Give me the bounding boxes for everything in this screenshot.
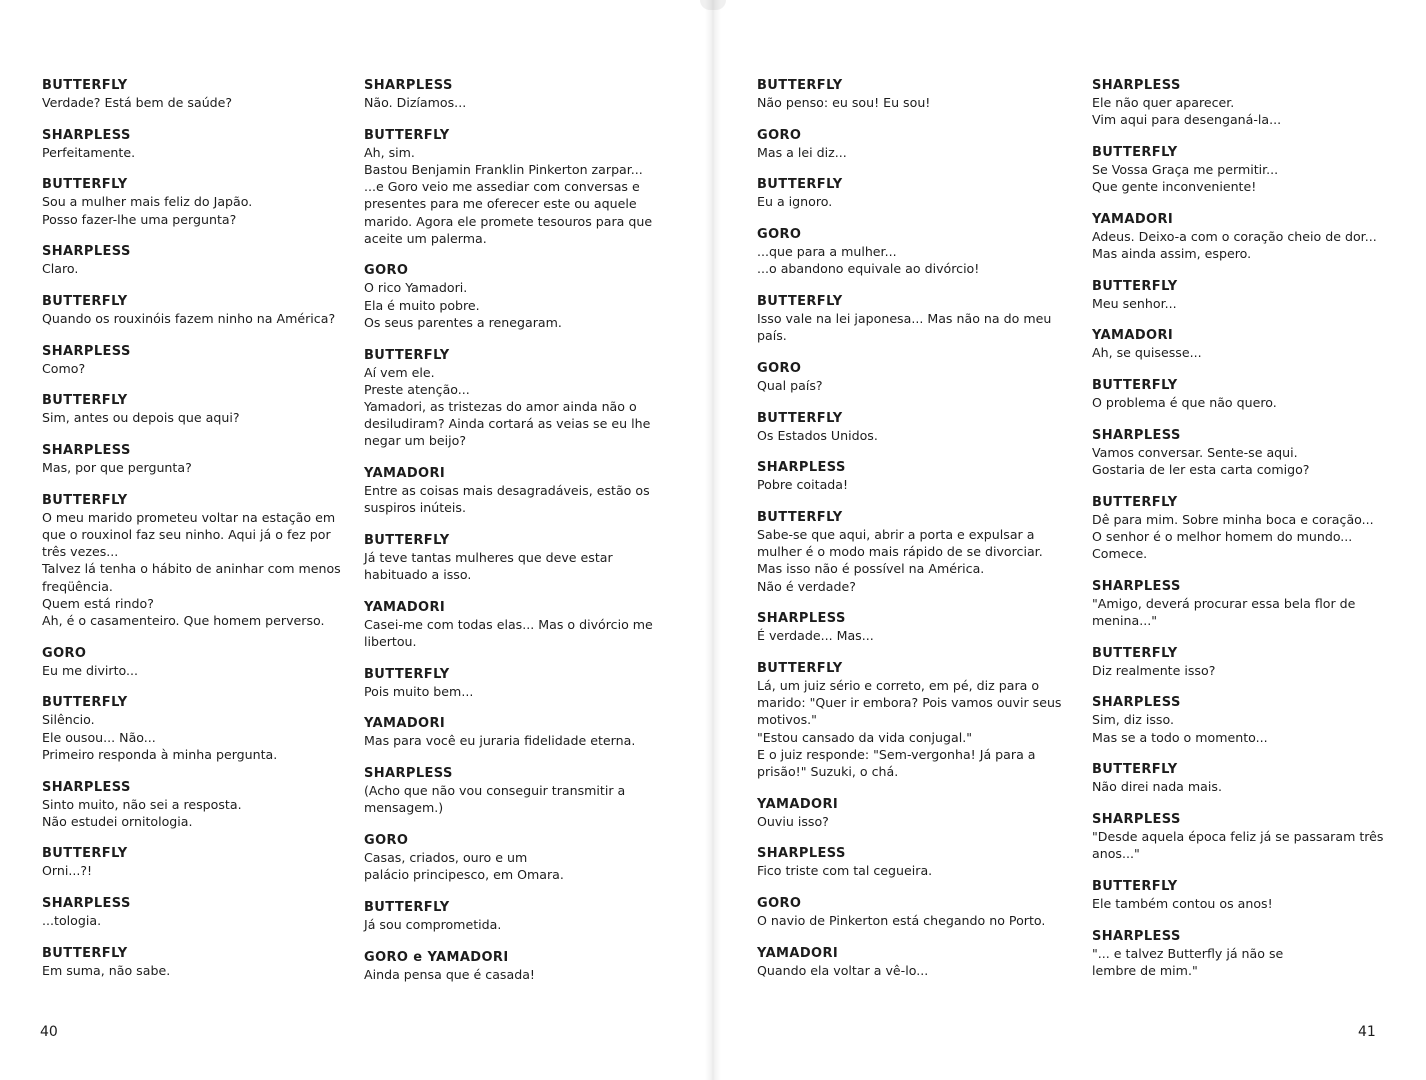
dialogue-line: ...que para a mulher... [757, 244, 897, 260]
dialogue-block [364, 666, 664, 700]
dialogue-line: Talvez lá tenha o hábito de aninhar com menos [42, 561, 341, 577]
dialogue-line: ...e Goro veio me assediar com conversas e [364, 179, 640, 195]
speaker-name: BUTTERFLY [42, 177, 128, 193]
dialogue-line: marido: "Quer ir embora? Pois vamos ouvir seus [757, 695, 1062, 711]
dialogue-line: marido. Agora ele promete tesouros para que [364, 213, 653, 229]
dialogue-line: O meu marido prometeu voltar na estação em [42, 509, 336, 525]
dialogue-line: Ele não quer aparecer. [1092, 95, 1235, 110]
dialogue-block [757, 660, 1062, 780]
dialogue-line: Não. Dizíamos... [364, 95, 467, 110]
speaker-name: SHARPLESS [42, 896, 131, 912]
dialogue-block [1092, 77, 1372, 128]
speaker-name: YAMADORI [757, 796, 839, 812]
dialogue-line: O rico Yamadori. [364, 280, 468, 296]
speaker-name: BUTTERFLY [42, 695, 128, 711]
dialogue-block [42, 779, 342, 830]
dialogue-block [1092, 878, 1372, 912]
dialogue-line: Ele também contou os anos! [1092, 895, 1273, 911]
speaker-name: SHARPLESS [757, 846, 846, 862]
dialogue-block [364, 347, 664, 450]
speaker-name: YAMADORI [757, 945, 839, 961]
speaker-name: GORO [757, 360, 802, 376]
speaker-name: SHARPLESS [1092, 578, 1181, 594]
dialogue-line: negar um beijo? [364, 433, 467, 449]
dialogue-block [42, 77, 342, 111]
speaker-name: BUTTERFLY [364, 532, 450, 548]
speaker-name: SHARPLESS [1092, 812, 1181, 828]
dialogue-line: Lá, um juiz sério e correto, em pé, diz para o [757, 678, 1040, 694]
dialogue-line: "Desde aquela época feliz já se passaram três [1092, 829, 1384, 845]
speaker-name: BUTTERFLY [1092, 494, 1178, 510]
dialogue-line: Não é verdade? [757, 578, 856, 594]
dialogue-line: Que gente inconveniente! [1092, 179, 1257, 195]
dialogue-block [42, 127, 342, 161]
dialogue-line: O navio de Pinkerton está chegando no Porto. [757, 913, 1046, 929]
dialogue-line: "Amigo, deverá procurar essa bela flor de [1092, 595, 1356, 611]
dialogue-line: Mas, por que pergunta? [42, 460, 192, 476]
dialogue-line: Vim aqui para desenganá-la... [1092, 112, 1282, 128]
dialogue-block [1092, 327, 1372, 361]
speaker-name: SHARPLESS [42, 443, 131, 459]
dialogue-block [42, 945, 342, 979]
speaker-name: BUTTERFLY [42, 846, 128, 862]
dialogue-line: "Estou cansado da vida conjugal." [757, 729, 973, 745]
dialogue-block [364, 599, 664, 650]
speaker-name: GORO [364, 263, 409, 279]
speaker-name: BUTTERFLY [1092, 762, 1178, 778]
dialogue-block [1092, 811, 1384, 862]
dialogue-line: motivos." [757, 712, 817, 728]
dialogue-line: Verdade? Está bem de saúde? [42, 95, 233, 110]
dialogue-line: Não penso: eu sou! Eu sou! [757, 95, 931, 110]
dialogue-block [1092, 578, 1372, 629]
dialogue-block [42, 176, 342, 227]
dialogue-line: "... e talvez Butterfly já não se [1092, 945, 1284, 961]
dialogue-block [1092, 645, 1372, 679]
speaker-name: BUTTERFLY [757, 294, 843, 310]
dialogue-block [364, 765, 664, 816]
speaker-name: SHARPLESS [364, 78, 453, 93]
speaker-name: YAMADORI [364, 716, 446, 732]
speaker-name: GORO [757, 127, 802, 143]
dialogue-block [364, 715, 664, 749]
dialogue-line: Mas para você eu juraria fidelidade eterna. [364, 733, 636, 749]
page-number-right: 41 [1358, 1024, 1376, 1040]
speaker-name: BUTTERFLY [1092, 878, 1178, 894]
page-40-column-2 [364, 77, 664, 998]
dialogue-block [1092, 694, 1372, 745]
speaker-name: YAMADORI [1092, 211, 1174, 227]
speaker-name: SHARPLESS [42, 343, 131, 359]
dialogue-line: presentes para me oferecer este ou aquele [364, 196, 637, 212]
dialogue-line: mensagem.) [364, 800, 444, 816]
speaker-name: SHARPLESS [1092, 427, 1181, 443]
dialogue-block [1092, 928, 1372, 979]
dialogue-block [364, 832, 664, 883]
dialogue-line: Sinto muito, não sei a resposta. [42, 796, 242, 812]
speaker-name: SHARPLESS [364, 766, 453, 782]
dialogue-line: Isso vale na lei japonesa... Mas não na do meu [757, 311, 1052, 327]
dialogue-block [364, 465, 664, 516]
dialogue-line: desiludiram? Ainda cortará as veias se eu lhe [364, 416, 651, 432]
dialogue-line: Bastou Benjamin Franklin Pinkerton zarpar... [364, 161, 643, 177]
dialogue-block [757, 127, 1057, 161]
dialogue-block [42, 293, 342, 327]
speaker-name: BUTTERFLY [1092, 278, 1178, 294]
dialogue-line: que o rouxinol faz seu ninho. Aqui já o fez por [42, 527, 331, 543]
speaker-name: SHARPLESS [757, 460, 846, 476]
dialogue-line: Ah, se quisesse... [1092, 345, 1202, 361]
dialogue-block [757, 845, 1057, 879]
dialogue-block [757, 945, 1057, 979]
dialogue-line: Quando os rouxinóis fazem ninho na América? [42, 311, 336, 327]
speaker-name: BUTTERFLY [757, 177, 843, 193]
speaker-name: SHARPLESS [1092, 928, 1181, 944]
dialogue-line: Ela é muito pobre. [364, 297, 480, 313]
dialogue-block [42, 343, 342, 377]
dialogue-line: suspiros inúteis. [364, 500, 466, 516]
dialogue-line: Os Estados Unidos. [757, 427, 878, 443]
dialogue-block [1092, 278, 1372, 312]
dialogue-line: Sou a mulher mais feliz do Japão. [42, 194, 253, 210]
dialogue-line: aceite um palerma. [364, 230, 487, 246]
speaker-name: BUTTERFLY [42, 78, 128, 93]
page-number-left: 40 [40, 1024, 58, 1040]
dialogue-line: Meu senhor... [1092, 295, 1177, 311]
speaker-name: SHARPLESS [42, 244, 131, 260]
dialogue-line: Mas a lei diz... [757, 144, 847, 160]
speaker-name: BUTTERFLY [364, 127, 450, 143]
speaker-name: BUTTERFLY [757, 410, 843, 426]
dialogue-line: É verdade... Mas... [757, 628, 874, 644]
speaker-name: GORO [364, 833, 409, 849]
dialogue-line: Os seus parentes a renegaram. [364, 314, 562, 330]
speaker-name: BUTTERFLY [757, 78, 843, 93]
speaker-name: BUTTERFLY [42, 393, 128, 409]
speaker-name: YAMADORI [364, 599, 446, 615]
speaker-name: BUTTERFLY [364, 666, 450, 682]
dialogue-block [42, 492, 342, 629]
dialogue-line: Qual país? [757, 377, 823, 393]
dialogue-line: palácio principesco, em Omara. [364, 867, 564, 883]
dialogue-line: menina..." [1092, 613, 1157, 629]
speaker-name: BUTTERFLY [1092, 645, 1178, 661]
dialogue-line: Quem está rindo? [42, 595, 154, 611]
speaker-name: BUTTERFLY [42, 294, 128, 310]
dialogue-block [757, 77, 1057, 111]
dialogue-line: Posso fazer-lhe uma pergunta? [42, 211, 237, 227]
dialogue-line: E o juiz responde: "Sem-vergonha! Já para a [757, 746, 1036, 762]
dialogue-line: Aí vem ele. [364, 364, 435, 380]
dialogue-block [1092, 761, 1372, 795]
binding-mark [700, 0, 726, 10]
book-gutter [705, 0, 721, 1080]
dialogue-line: Fico triste com tal cegueira. [757, 863, 933, 879]
dialogue-line: Entre as coisas mais desagradáveis, estão os [364, 483, 650, 499]
dialogue-line: habituado a isso. [364, 567, 472, 583]
dialogue-line: ...tologia. [42, 913, 102, 929]
dialogue-line: prisão!" Suzuki, o chá. [757, 764, 899, 780]
dialogue-line: Gostaria de ler esta carta comigo? [1092, 462, 1310, 478]
dialogue-line: mulher é o modo mais rápido de se divorciar. [757, 544, 1043, 560]
dialogue-block [757, 226, 1057, 277]
dialogue-block [1092, 144, 1372, 195]
dialogue-line: Pois muito bem... [364, 683, 474, 699]
page-41-column-1 [757, 77, 1062, 995]
dialogue-block [1092, 211, 1377, 262]
speaker-name: GORO [757, 227, 802, 243]
dialogue-block [757, 176, 1057, 210]
dialogue-line: Ah, é o casamenteiro. Que homem perverso. [42, 613, 325, 629]
dialogue-line: país. [757, 328, 787, 344]
dialogue-line: Pobre coitada! [757, 477, 849, 493]
dialogue-line: Ah, sim. [364, 144, 415, 160]
dialogue-line: Silêncio. [42, 712, 95, 728]
dialogue-line: Casei-me com todas elas... Mas o divórcio me [364, 616, 653, 632]
speaker-name: SHARPLESS [757, 611, 846, 627]
dialogue-block [364, 949, 664, 983]
dialogue-line: Ele ousou... Não... [42, 729, 156, 745]
dialogue-line: Claro. [42, 261, 79, 277]
dialogue-line: três vezes... [42, 544, 119, 560]
dialogue-line: Não estudei ornitologia. [42, 813, 193, 829]
speaker-name: BUTTERFLY [1092, 144, 1178, 160]
dialogue-line: Eu me divirto... [42, 662, 139, 678]
dialogue-block [757, 293, 1057, 344]
dialogue-line: Ainda pensa que é casada! [364, 966, 535, 982]
dialogue-block [42, 845, 342, 879]
dialogue-block [42, 694, 342, 763]
dialogue-line: Eu a ignoro. [757, 194, 833, 210]
dialogue-line: Já sou comprometida. [364, 916, 502, 932]
dialogue-line: Orni...?! [42, 863, 93, 879]
dialogue-block [757, 509, 1057, 595]
dialogue-line: freqüência. [42, 578, 113, 594]
speaker-name: BUTTERFLY [757, 661, 843, 677]
dialogue-line: Mas isso não é possível na América. [757, 561, 985, 577]
page-40-column-1 [42, 77, 342, 995]
speaker-name: BUTTERFLY [364, 347, 450, 363]
dialogue-line: O problema é que não quero. [1092, 395, 1277, 411]
dialogue-block [757, 410, 1057, 444]
dialogue-line: O senhor é o melhor homem do mundo... [1092, 528, 1353, 544]
dialogue-line: Como? [42, 360, 86, 376]
dialogue-line: Quando ela voltar a vê-lo... [757, 962, 929, 978]
speaker-name: BUTTERFLY [1092, 378, 1178, 394]
speaker-name: SHARPLESS [1092, 78, 1181, 93]
dialogue-block [364, 77, 664, 111]
dialogue-line: Mas ainda assim, espero. [1092, 246, 1252, 262]
speaker-name: GORO e YAMADORI [364, 949, 509, 965]
speaker-name: SHARPLESS [1092, 695, 1181, 711]
dialogue-line: Não direi nada mais. [1092, 779, 1222, 795]
dialogue-block [42, 442, 342, 476]
dialogue-block [42, 895, 342, 929]
dialogue-line: Dê para mim. Sobre minha boca e coração... [1092, 511, 1374, 527]
dialogue-line: Yamadori, as tristezas do amor ainda não o [364, 398, 637, 414]
dialogue-block [42, 645, 342, 679]
speaker-name: SHARPLESS [42, 127, 131, 143]
speaker-name: YAMADORI [364, 466, 446, 482]
dialogue-line: (Acho que não vou conseguir transmitir a [364, 783, 626, 799]
dialogue-line: Ouviu isso? [757, 813, 829, 829]
dialogue-line: Em suma, não sabe. [42, 962, 171, 978]
dialogue-line: Diz realmente isso? [1092, 662, 1216, 678]
dialogue-block [42, 243, 342, 277]
dialogue-block [757, 796, 1057, 830]
speaker-name: SHARPLESS [42, 779, 131, 795]
dialogue-block [364, 262, 664, 331]
dialogue-line: Perfeitamente. [42, 144, 136, 160]
dialogue-line: Sabe-se que aqui, abrir a porta e expulsar a [757, 527, 1035, 543]
dialogue-block [364, 532, 664, 583]
dialogue-line: Casas, criados, ouro e um [364, 850, 528, 866]
dialogue-line: libertou. [364, 634, 417, 650]
dialogue-line: ...o abandono equivale ao divórcio! [757, 261, 980, 277]
dialogue-line: Sim, antes ou depois que aqui? [42, 410, 240, 426]
dialogue-line: Preste atenção... [364, 381, 470, 397]
speaker-name: BUTTERFLY [757, 510, 843, 526]
dialogue-block [757, 360, 1057, 394]
speaker-name: BUTTERFLY [42, 945, 128, 961]
speaker-name: BUTTERFLY [364, 899, 450, 915]
dialogue-line: Vamos conversar. Sente-se aqui. [1092, 444, 1298, 460]
dialogue-line: Adeus. Deixo-a com o coração cheio de dor... [1092, 228, 1377, 244]
dialogue-block [42, 392, 342, 426]
speaker-name: GORO [42, 645, 87, 661]
dialogue-block [1092, 494, 1372, 563]
dialogue-block [757, 610, 1057, 644]
page-41-column-2 [1092, 77, 1384, 995]
dialogue-line: Se Vossa Graça me permitir... [1092, 161, 1279, 177]
dialogue-line: lembre de mim." [1092, 962, 1198, 978]
dialogue-line: Sim, diz isso. [1092, 712, 1174, 728]
speaker-name: GORO [757, 896, 802, 912]
speaker-name: BUTTERFLY [42, 492, 128, 508]
dialogue-block [364, 127, 664, 247]
dialogue-line: Comece. [1092, 546, 1148, 562]
dialogue-block [1092, 427, 1372, 478]
speaker-name: YAMADORI [1092, 328, 1174, 344]
dialogue-block [1092, 377, 1372, 411]
dialogue-block [757, 895, 1057, 929]
dialogue-line: anos..." [1092, 846, 1140, 862]
dialogue-line: Primeiro responda à minha pergunta. [42, 746, 278, 762]
dialogue-line: Mas se a todo o momento... [1092, 729, 1268, 745]
dialogue-line: Já teve tantas mulheres que deve estar [364, 549, 613, 565]
dialogue-block [364, 899, 664, 933]
dialogue-block [757, 459, 1057, 493]
